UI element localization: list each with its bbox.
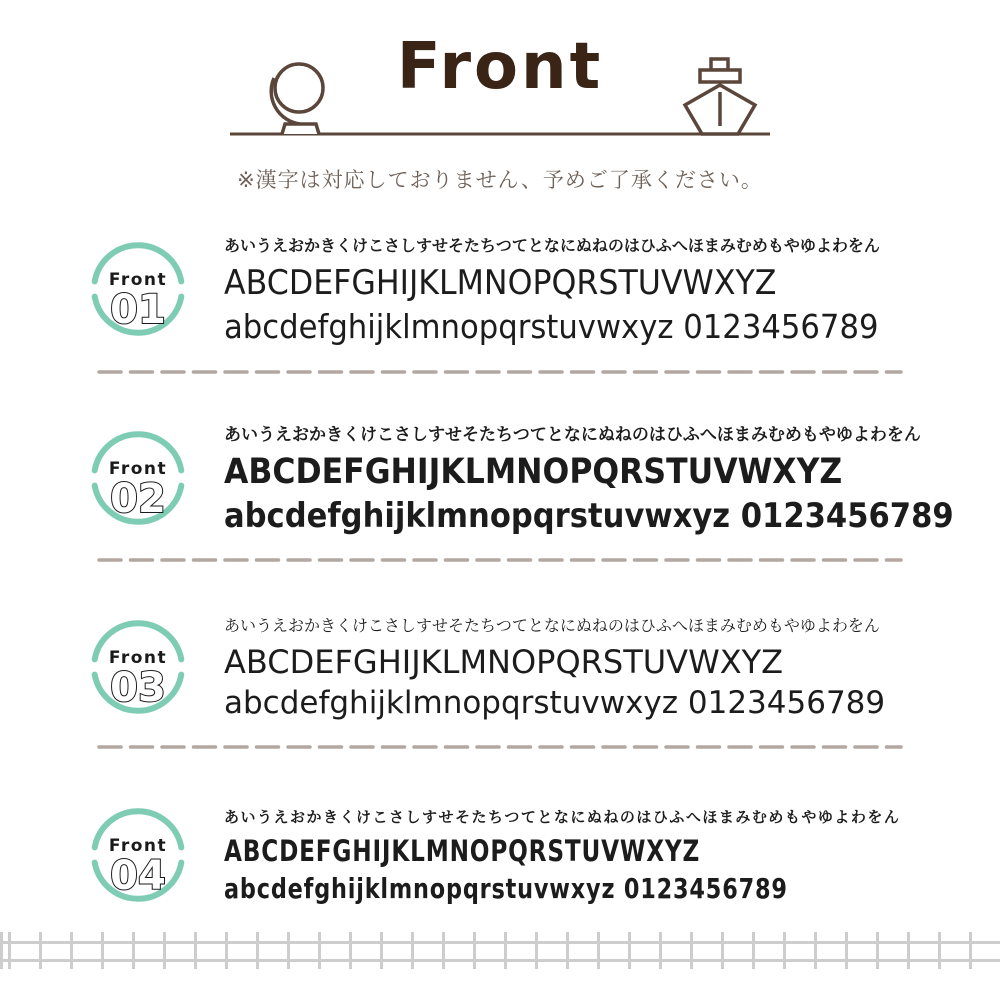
header: [230, 22, 770, 140]
dashed-separator: [95, 368, 905, 376]
lowercase-digits-sample: abcdefghijklmnopqrstuvwxyz 0123456789: [224, 871, 788, 905]
uppercase-sample: ABCDEFGHIJKLMNOPQRSTUVWXYZ: [224, 262, 777, 303]
badge-number: 01: [110, 287, 166, 333]
badge-label: Front: [108, 836, 168, 856]
dashed-separator: [95, 556, 905, 564]
lowercase-digits-sample: abcdefghijklmnopqrstuvwxyz 0123456789: [224, 685, 886, 721]
kana-sample: あいうえおかきくけこさしすせそたちつてとなにぬねのはひふへほまみむめもやゆよわをん: [224, 235, 880, 255]
kana-sample: あいうえおかきくけこさしすせそたちつてとなにぬねのはひふへほまみむめもやゆよわをん: [224, 616, 880, 635]
page-title: Front: [396, 30, 604, 104]
lowercase-digits-sample: abcdefghijklmnopqrstuvwxyz 0123456789: [224, 306, 879, 346]
badge-front-02: [88, 428, 188, 528]
font-sample-section-02: [88, 425, 1000, 536]
sample-lines: [224, 806, 929, 905]
kanji-note: ※漢字は対応しておりません、予めご了承ください。: [237, 168, 763, 192]
badge-number: 02: [110, 476, 166, 522]
sample-lines: [224, 613, 885, 721]
bottom-grid-pattern: [0, 932, 1000, 969]
kana-sample: あいうえおかきくけこさしすせそたちつてとなにぬねのはひふへほまみむめもやゆよわをん: [224, 807, 901, 826]
dashed-separator: [95, 743, 905, 751]
uppercase-sample: ABCDEFGHIJKLMNOPQRSTUVWXYZ: [224, 643, 784, 681]
badge-front-01: [88, 239, 188, 339]
uppercase-sample: ABCDEFGHIJKLMNOPQRSTUVWXYZ: [224, 452, 843, 492]
sample-lines: [224, 233, 928, 346]
badge-front-04: [88, 805, 188, 905]
sample-lines: [224, 420, 1000, 536]
badge-label: Front: [108, 648, 168, 668]
badge-front-03: [88, 617, 188, 717]
uppercase-sample: ABCDEFGHIJKLMNOPQRSTUVWXYZ: [224, 833, 701, 868]
font-sample-section-03: [88, 615, 885, 719]
badge-number: 04: [110, 853, 166, 899]
lowercase-digits-sample: abcdefghijklmnopqrstuvwxyz 0123456789: [224, 496, 954, 536]
badge-label: Front: [108, 270, 168, 290]
kana-sample: あいうえおかきくけこさしすせそたちつてとなにぬねのはひふへほまみむめもやゆよわをん: [224, 425, 921, 445]
badge-number: 03: [110, 665, 166, 711]
badge-label: Front: [108, 459, 168, 479]
font-sample-section-01: [88, 235, 928, 346]
font-sample-section-04: [88, 803, 929, 907]
